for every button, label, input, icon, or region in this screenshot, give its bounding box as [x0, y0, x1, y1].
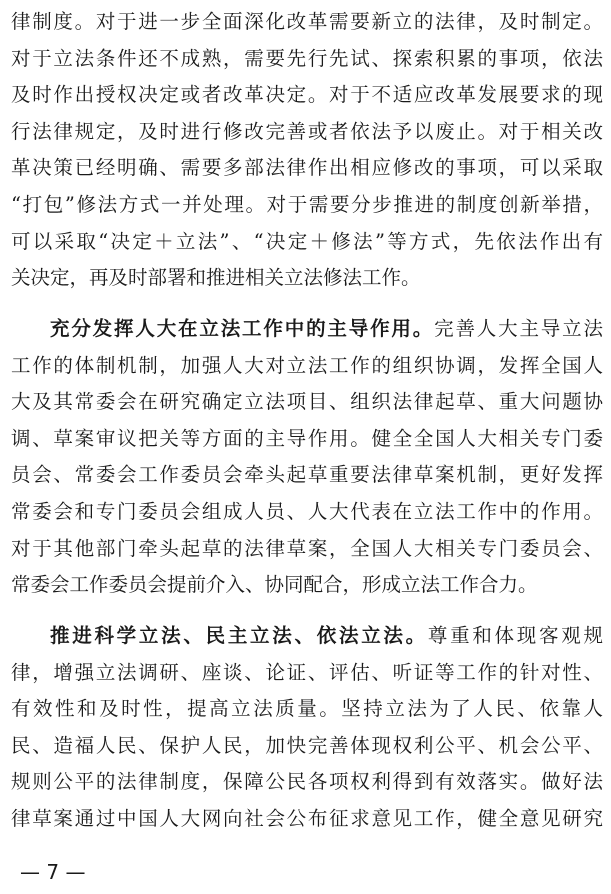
- paragraph-legal-system: [11, 4, 603, 297]
- text-line: 大及其常委会在研究确定立法项目、组织法律起草、重大问题协: [11, 390, 603, 414]
- paragraph-npc-leading-role: [11, 311, 603, 604]
- text-line: 民、造福人民、保护人民，加快完善体现权利公平、机会公平、: [11, 733, 603, 757]
- paragraph-heading: 推进科学立法、民主立法、依法立法。: [50, 624, 428, 647]
- text-run: 完善人大主导立法: [434, 317, 603, 340]
- text-line: 律草案通过中国人大网向社会公布征求意见工作，健全意见研究: [11, 806, 603, 830]
- text-line: 规则公平的法律制度，保障公民各项权利得到有效落实。做好法: [11, 770, 603, 794]
- text-line: 律制度。对于进一步全面深化改革需要新立的法律，及时制定。: [11, 10, 603, 33]
- text-line: 员会、常委会工作委员会牵头起草重要法律草案机制，更好发挥: [11, 463, 603, 487]
- text-line: 律，增强立法调研、座谈、论证、评估、听证等工作的针对性、: [11, 660, 603, 684]
- text-line: 行法律规定，及时进行修改完善或者依法予以废止。对于相关改: [11, 119, 603, 143]
- paragraph-scientific-legislation: [11, 618, 603, 838]
- text-line: 有效性和及时性，提高立法质量。坚持立法为了人民、依靠人: [11, 697, 603, 721]
- paragraph-heading: 充分发挥人大在立法工作中的主导作用。: [50, 317, 435, 340]
- text-line: 及时作出授权决定或者改革决定。对于不适应改革发展要求的现: [11, 83, 603, 107]
- text-line: 可以采取“决定＋立法”、“决定＋修法”等方式，先依法作出有: [11, 229, 603, 253]
- text-run: 尊重和体现客观规: [427, 624, 603, 647]
- text-line: 关决定，再及时部署和推进相关立法修法工作。: [11, 266, 421, 290]
- text-line: 常委会工作委员会提前介入、协同配合，形成立法工作合力。: [11, 573, 538, 597]
- text-line: 调、草案审议把关等方面的主导作用。健全全国人大相关专门委: [11, 426, 603, 450]
- text-line: 对于立法条件还不成熟，需要先行先试、探索积累的事项，依法: [11, 46, 603, 70]
- text-line: 工作的体制机制，加强人大对立法工作的组织协调，发挥全国人: [11, 353, 603, 377]
- text-line: 对于其他部门牵头起草的法律草案，全国人大相关专门委员会、: [11, 536, 603, 560]
- paragraph-first-line: [11, 311, 603, 348]
- paragraph-first-line: [11, 618, 603, 655]
- text-line: 革决策已经明确、需要多部法律作出相应修改的事项，可以采取: [11, 156, 603, 180]
- text-line: 常委会和专门委员会组成人员、人大代表在立法工作中的作用。: [11, 499, 603, 523]
- text-line: “打包”修法方式一并处理。对于需要分步推进的制度创新举措，: [11, 192, 603, 216]
- page-number: — 7 —: [20, 860, 86, 884]
